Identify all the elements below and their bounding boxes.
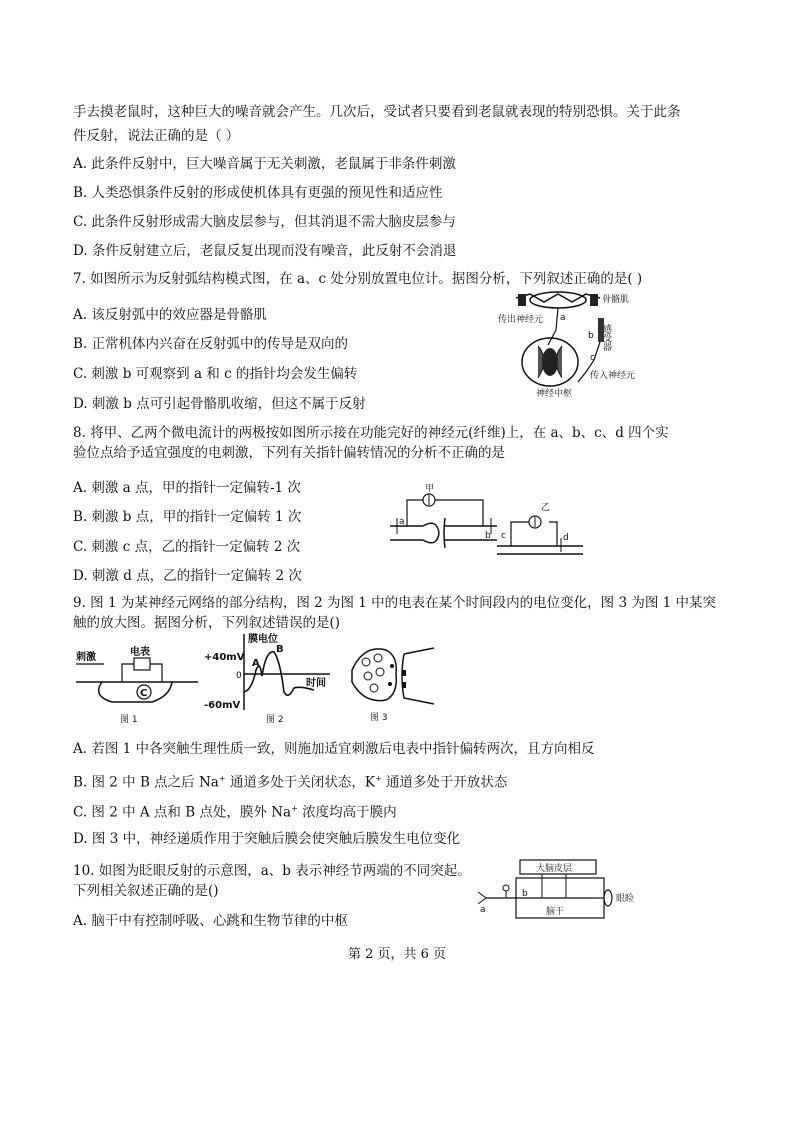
- fig1-caption: 图 1: [120, 715, 138, 725]
- label-brainstem: 脑干: [546, 907, 565, 917]
- label-a-sprout: a: [480, 905, 486, 915]
- label-efferent: 传出神经元: [498, 315, 544, 325]
- q9-figure-3: [346, 640, 436, 726]
- label-point-d: d: [563, 533, 569, 543]
- q7-option-a: A. 该反射弧中的效应器是骨骼肌: [73, 307, 267, 323]
- label-eyelid: 眼睑: [616, 894, 635, 904]
- label-point-B: B: [276, 644, 284, 655]
- q8-stem-line1: 8. 将甲、乙两个微电流计的两极按如图所示接在功能完好的神经元(纤维)上，在 a、b、c、d 四个实: [73, 425, 669, 441]
- label-cortex: 大脑皮层: [536, 864, 573, 874]
- label-point-a: a: [399, 517, 405, 527]
- label-plus40: +40mV: [204, 652, 245, 663]
- label-a: a: [560, 313, 566, 323]
- label-membrane-potential: 膜电位: [248, 634, 278, 645]
- q8-option-b: B. 刺激 b 点，甲的指针一定偏转 1 次: [73, 509, 302, 525]
- label-center: 神经中枢: [536, 389, 573, 399]
- q9-stem-line1: 9. 图 1 为某神经元网络的部分结构，图 2 为图 1 中的电表在某个时间段内的电位变化，图 3 为图 1 中某突: [73, 595, 717, 611]
- q9-option-b-part1: B. 图 2 中 B 点之后 Na: [73, 774, 219, 791]
- k-plus-sup: +: [374, 774, 382, 783]
- label-receptor: 感受器: [601, 324, 611, 351]
- fig3-caption: 图 3: [370, 713, 388, 723]
- label-stimulus: 刺激: [76, 652, 96, 663]
- q6-option-c: C. 此条件反射形成需大脑皮层参与，但其消退不需大脑皮层参与: [73, 214, 456, 230]
- label-point-A: A: [252, 658, 260, 669]
- q9-figure-1: [72, 644, 202, 726]
- label-afferent: 传入神经元: [590, 371, 636, 381]
- label-c: c: [590, 353, 595, 363]
- label-b-sprout: b: [522, 889, 528, 899]
- q9-option-c-part1: C. 图 2 中 A 点和 B 点处，膜外 Na: [73, 804, 292, 821]
- postsynaptic-membrane: [402, 648, 434, 704]
- reflex-arc-figure: [498, 290, 636, 402]
- q6-option-d: D. 条件反射建立后，老鼠反复出现而没有噪音，此反射不会消退: [73, 243, 457, 259]
- label-minus60: -60mV: [204, 700, 241, 711]
- label-b: b: [588, 331, 594, 341]
- q8-option-c: C. 刺激 c 点，乙的指针一定偏转 2 次: [73, 539, 301, 555]
- label-muscle: 骨骼肌: [602, 295, 630, 305]
- meter-icon: [134, 658, 150, 670]
- q7-option-c: C. 刺激 b 可观察到 a 和 c 的指针均会发生偏转: [73, 366, 358, 382]
- q9-option-c: [73, 800, 397, 822]
- q8-option-a: A. 刺激 a 点，甲的指针一定偏转-1 次: [73, 480, 301, 496]
- q8-option-d: D. 刺激 d 点，乙的指针一定偏转 2 次: [73, 568, 302, 584]
- q6-stem-line1: 手去摸老鼠时，这种巨大的噪音就会产生。几次后，受试者只要看到老鼠就表现的特别恐惧。关于此条: [73, 104, 681, 120]
- blink-reflex-figure: [476, 858, 636, 930]
- q9-option-a: A. 若图 1 中各突触生理性质一致，则施加适宜刺激后电表中指针偏转两次，且方向相反: [73, 741, 595, 757]
- q9-option-c-part2: 浓度均高于膜内: [302, 804, 397, 821]
- q7-stem: 7. 如图所示为反射弧结构模式图，在 a、c 处分别放置电位计。据图分析，下列叙述正确的是( ): [73, 271, 643, 287]
- q9-option-b-part3: 通道多处于开放状态: [385, 774, 508, 791]
- q8-stem-line2: 验位点给予适宜强度的电刺激，下列有关指针偏转情况的分析不正确的是: [73, 445, 505, 461]
- q10-option-a: A. 脑干中有控制呼吸、心跳和生物节律的中枢: [73, 913, 348, 929]
- q6-option-a: A. 此条件反射中，巨大噪音属于无关刺激，老鼠属于非条件刺激: [73, 156, 456, 172]
- q9-stem-line2: 触的放大图。据图分析，下列叙述错误的是(): [73, 615, 341, 631]
- fig2-caption: 图 2: [266, 715, 284, 725]
- page-footer: 第 2 页，共 6 页: [347, 947, 447, 962]
- label-time: 时间: [306, 678, 326, 689]
- q9-figure-2: [204, 630, 334, 728]
- q10-stem-line1: 10. 如图为眨眼反射的示意图，a、b 表示神经节两端的不同突起。: [73, 863, 471, 879]
- q6-stem-line2: 件反射，说法正确的是（ ）: [73, 128, 240, 144]
- q6-option-b: B. 人类恐惧条件反射的形成使机体具有更强的预见性和适应性: [73, 185, 443, 201]
- galvanometer-figure: [385, 482, 585, 560]
- q9-option-b: [73, 770, 507, 792]
- label-meter: 电表: [130, 647, 150, 658]
- q9-option-b-part2: 通道多处于关闭状态，K: [229, 774, 375, 791]
- label-c-node: C: [140, 688, 148, 699]
- q9-option-d: D. 图 3 中，神经递质作用于突触后膜会使突触后膜发生电位变化: [73, 831, 461, 847]
- label-point-c: c: [501, 531, 506, 541]
- q7-option-b: B. 正常机体内兴奋在反射弧中的传导是双向的: [73, 336, 349, 352]
- na-plus-sup: +: [218, 774, 226, 783]
- label-zero: 0: [236, 671, 242, 681]
- label-point-b: b: [485, 531, 491, 541]
- eyelid-icon: [604, 890, 612, 906]
- na-plus-sup-c: +: [291, 804, 298, 813]
- q10-stem-line2: 下列相关叙述正确的是(): [73, 883, 219, 899]
- label-yi: 乙: [541, 503, 551, 513]
- q7-option-d: D. 刺激 b 点可引起骨骼肌收缩，但这不属于反射: [73, 396, 366, 412]
- label-jia: 甲: [425, 484, 435, 494]
